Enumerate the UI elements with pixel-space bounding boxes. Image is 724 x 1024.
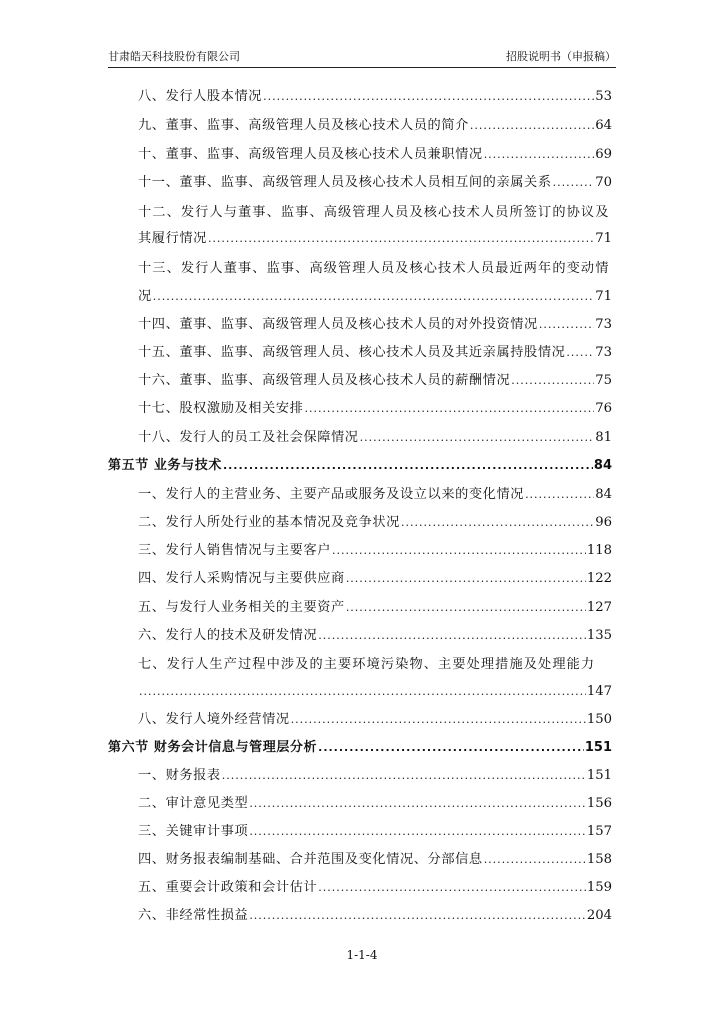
header-company: 甘肃皓天科技股份有限公司 (108, 50, 240, 63)
toc-leader (470, 116, 594, 136)
toc-entry-title: 十七、股权激励及相关安排 (138, 401, 304, 416)
toc-leader (249, 822, 586, 842)
toc-entry-title: 二、审计意见类型 (138, 796, 249, 811)
toc-entry-page: 151 (586, 768, 612, 783)
toc-entry-title: 十八、发行人的员工及社会保障情况 (138, 430, 359, 445)
toc-section-heading[interactable] (108, 456, 612, 476)
toc-entry-title: 三、发行人销售情况与主要客户 (138, 543, 332, 558)
toc-entry[interactable] (138, 428, 612, 448)
toc-leader (139, 682, 586, 702)
toc-entry[interactable] (138, 343, 612, 363)
toc-entry-title: 九、董事、监事、高级管理人员及核心技术人员的简介 (138, 118, 469, 133)
toc-entry[interactable] (138, 87, 612, 107)
toc-entry-page: 73 (595, 345, 612, 360)
toc-entry-title: 五、与发行人业务相关的主要资产 (138, 600, 345, 615)
toc-entry-page: 84 (595, 487, 612, 502)
toc-entry[interactable] (138, 569, 612, 589)
toc-entry-title: 第五节 业务与技术 (108, 458, 222, 473)
toc-entry[interactable] (138, 850, 612, 870)
toc-entry-title: 五、重要会计政策和会计估计 (138, 880, 318, 895)
toc-entry-title: 八、发行人股本情况 (138, 89, 263, 104)
toc-entry[interactable] (138, 399, 612, 419)
page-header (108, 50, 616, 68)
toc-entry-page: 81 (595, 430, 612, 445)
toc-entry-page: 64 (595, 118, 612, 133)
toc-entry-page: 151 (584, 740, 612, 755)
toc-entry-title: 六、非经常性损益 (138, 908, 249, 923)
toc-entry-title: 一、发行人的主营业务、主要产品或服务及设立以来的变化情况 (138, 487, 525, 502)
toc-entry-page: 147 (586, 684, 612, 699)
toc-leader (291, 710, 586, 730)
toc-entry-page: 84 (593, 458, 612, 473)
toc-entry-title: 六、发行人的技术及研发情况 (138, 628, 318, 643)
toc-entry-page: 122 (586, 571, 612, 586)
toc-leader (318, 738, 584, 758)
toc-entry-title: 十六、董事、监事、高级管理人员及核心技术人员的薪酬情况 (138, 373, 511, 388)
toc-entry-page: 159 (586, 880, 612, 895)
toc-entry[interactable] (138, 371, 612, 391)
toc-entry[interactable] (138, 794, 612, 814)
toc-entry-page: 71 (595, 231, 612, 246)
page-number: 1-1-4 (346, 948, 378, 962)
toc-entry-page: 150 (586, 712, 612, 727)
toc-entry-page: 157 (586, 824, 612, 839)
toc-leader (484, 145, 595, 165)
toc-leader (346, 569, 586, 589)
toc-entry[interactable] (138, 229, 612, 249)
toc-leader (208, 229, 594, 249)
toc-entry[interactable] (138, 287, 612, 307)
toc-entry-page: 127 (586, 600, 612, 615)
toc-entry-title: 四、财务报表编制基础、合并范围及变化情况、分部信息 (138, 852, 483, 867)
toc-entry-page: 53 (595, 89, 612, 104)
toc-entry-title: 十四、董事、监事、高级管理人员及核心技术人员的对外投资情况 (138, 317, 538, 332)
toc-entry-page: 69 (595, 147, 612, 162)
toc-entry-title: 七、发行人生产过程中涉及的主要环境污染物、主要处理措施及处理能力 (138, 657, 596, 672)
toc-entry-title: 八、发行人境外经营情况 (138, 712, 290, 727)
toc-entry-page: 118 (586, 543, 612, 558)
toc-entry-title: 二、发行人所处行业的基本情况及竞争状况 (138, 515, 400, 530)
toc-entry-title: 十二、发行人与董事、监事、高级管理人员及核心技术人员所签订的协议及 (138, 205, 610, 220)
toc-leader (332, 541, 586, 561)
toc-entry[interactable] (138, 766, 612, 786)
toc-leader (304, 399, 594, 419)
toc-entry-title: 第六节 财务会计信息与管理层分析 (108, 740, 318, 755)
toc-entry[interactable] (138, 513, 612, 533)
toc-entry[interactable] (138, 173, 612, 193)
toc-entry[interactable] (138, 541, 612, 561)
toc-entry[interactable] (138, 259, 612, 279)
header-doc-type: 招股说明书（申报稿） (506, 50, 616, 63)
toc-leader (263, 87, 594, 107)
toc-entry-page: 96 (595, 515, 612, 530)
toc-entry-title: 十三、发行人董事、监事、高级管理人员及核心技术人员最近两年的变动情 (138, 261, 610, 276)
toc-leader (318, 878, 586, 898)
toc-entry[interactable] (138, 906, 612, 926)
toc-entry[interactable] (138, 485, 612, 505)
toc-entry[interactable] (138, 655, 612, 675)
toc-leader (249, 794, 586, 814)
toc-entry-title: 十五、董事、监事、高级管理人员、核心技术人员及其近亲属持股情况 (138, 345, 566, 360)
toc-leader (539, 315, 594, 335)
toc-entry[interactable] (138, 145, 612, 165)
toc-entry-title: 十一、董事、监事、高级管理人员及核心技术人员相互间的亲属关系 (138, 175, 552, 190)
toc-leader (223, 456, 593, 476)
toc-entry-title: 况 (138, 289, 152, 304)
toc-entry[interactable] (138, 682, 612, 702)
toc-entry[interactable] (138, 710, 612, 730)
toc-entry-title: 一、财务报表 (138, 768, 221, 783)
toc-entry-page: 75 (595, 373, 612, 388)
toc-leader (346, 598, 586, 618)
toc-entry-page: 135 (586, 628, 612, 643)
toc-leader (222, 766, 586, 786)
toc-entry[interactable] (138, 878, 612, 898)
toc-entry-page: 73 (595, 317, 612, 332)
toc-entry-title: 四、发行人采购情况与主要供应商 (138, 571, 345, 586)
toc-entry[interactable] (138, 598, 612, 618)
toc-entry-page: 204 (586, 908, 612, 923)
toc-entry-page: 76 (595, 401, 612, 416)
toc-entry[interactable] (138, 822, 612, 842)
toc-leader (360, 428, 595, 448)
toc-entry-title: 其履行情况 (138, 231, 207, 246)
toc-leader (511, 371, 594, 391)
toc-leader (484, 850, 586, 870)
toc-entry-page: 70 (595, 175, 612, 190)
toc-leader (153, 287, 594, 307)
toc-leader (525, 485, 594, 505)
toc-leader (566, 343, 594, 363)
toc-leader (401, 513, 594, 533)
toc-entry[interactable] (138, 116, 612, 136)
toc-leader (318, 626, 586, 646)
toc-leader (249, 906, 586, 926)
toc-entry[interactable] (138, 203, 612, 223)
toc-entry-page: 158 (586, 852, 612, 867)
toc-entry-title: 三、关键审计事项 (138, 824, 249, 839)
toc-section-heading[interactable] (108, 738, 612, 758)
toc-entry-page: 71 (595, 289, 612, 304)
toc-entry-page: 156 (586, 796, 612, 811)
toc-entry[interactable] (138, 315, 612, 335)
toc-leader (553, 173, 595, 193)
toc-entry[interactable] (138, 626, 612, 646)
toc-entry-title: 十、董事、监事、高级管理人员及核心技术人员兼职情况 (138, 147, 483, 162)
